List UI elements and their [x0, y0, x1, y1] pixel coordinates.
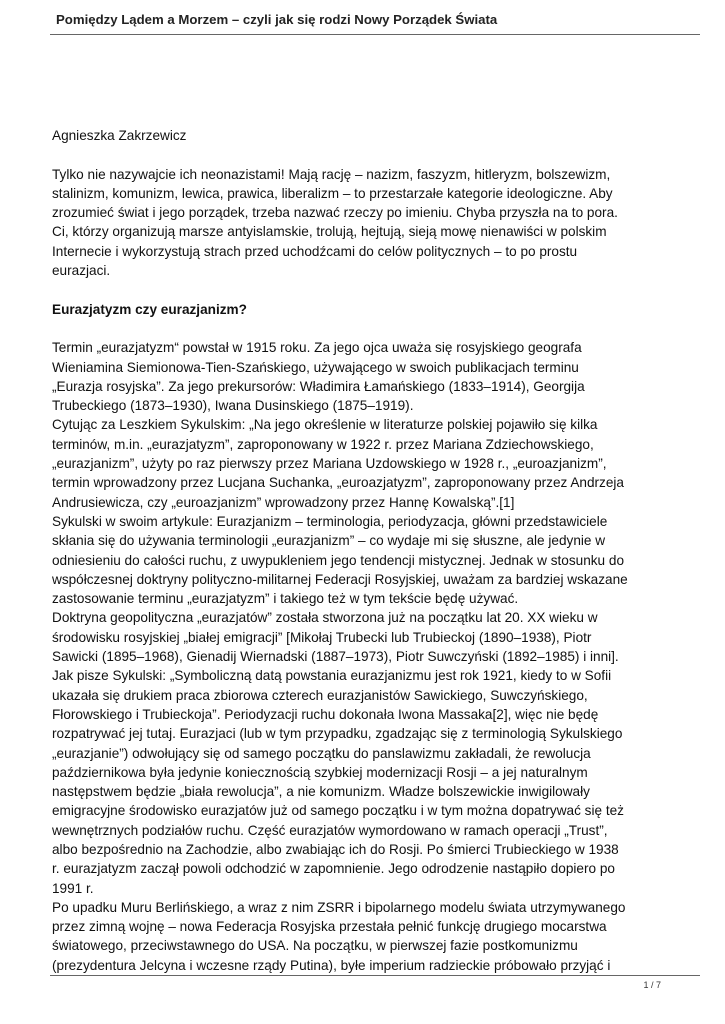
- paragraph-gap: [52, 280, 716, 299]
- text-line: Sawicki (1895–1968), Gienadij Wiernadski (1887–1973), Piotr Suwczyński (1892–1985) i inni].: [52, 649, 619, 665]
- text-line: Wieniamina Siemionowa-Tien-Szańskiego, używającego w swoich publikacjach terminu: [52, 359, 579, 375]
- body-text: [52, 338, 716, 975]
- text-line: Jak pisze Sykulski: „Symboliczną datą powstania eurazjanizmu jest rok 1921, kiedy to w Sofii: [52, 668, 612, 684]
- text-line: (prezydentura Jelcyna i wczesne rządy Putina), byłe imperium radzieckie próbowało przyjąć i: [52, 957, 611, 973]
- text-line: r. eurazjatyzm zaczął powoli odchodzić w zapomnienie. Jego odrodzenie nastąpiło dopiero po: [52, 861, 615, 877]
- article-content: [52, 126, 716, 975]
- footer-divider: [50, 975, 700, 976]
- text-line: środowisku rosyjskiej „białej emigracji” [Mikołaj Trubecki lub Trubieckoj (1890–1938), Piotr: [52, 629, 592, 645]
- text-line: Termin „eurazjatyzm“ powstał w 1915 roku. Za jego ojca uważa się rosyjskiego geografa: [52, 340, 582, 356]
- text-line: następstwem będzie „biała rewolucja”, a nie komunizm. Władze bolszewickie inwigilowały: [52, 784, 590, 800]
- text-line: Doktryna geopolityczna „eurazjatów” została stworzona już na początku lat 20. XX wieku w: [52, 610, 598, 626]
- text-line: październikowa była jedynie koniecznością szybkiej modernizacji Rosji – a jej naturalnym: [52, 764, 588, 780]
- text-line: terminów, m.in. „eurazjatyzm”, zaproponowany w 1922 r. przez Mariana Zdziechowskiego,: [52, 436, 594, 452]
- text-line: albo bezpośrednio na Zachodzie, albo zwabiając ich do Rosji. Po śmierci Trubieckiego w 1938: [52, 841, 619, 857]
- text-line: Po upadku Muru Berlińskiego, a wraz z nim ZSRR i bipolarnego modelu świata utrzymywanego: [52, 899, 626, 915]
- text-line: 1991 r.: [52, 880, 94, 896]
- text-line: Fłorowskiego i Trubieckoja”. Periodyzacji ruchu dokonała Iwona Massaka[2], więc nie będę: [52, 706, 599, 722]
- text-line: rozpatrywać jej tutaj. Eurazjaci (lub w tym przypadku, zgadzając się z terminologią Sykulskiego: [52, 726, 623, 742]
- text-line: zrozumieć świat i jego porządek, trzeba nazwać rzeczy po imieniu. Chyba przyszła na to pora.: [52, 205, 618, 221]
- intro-paragraph: [52, 165, 716, 281]
- text-line: „eurazjanizm”, użyty po raz pierwszy przez Mariana Uzdowskiego w 1928 r., „euroazjanizm”,: [52, 456, 607, 472]
- text-line: „Eurazja rosyjska”. Za jego prekursorów: Władimira Łamańskiego (1833–1914), Georgija: [52, 378, 585, 394]
- text-line: Trubeckiego (1873–1930), Iwana Dusinskiego (1875–1919).: [52, 398, 414, 414]
- text-line: wewnętrznych podziałów ruchu. Część eurazjatów wymordowano w ramach operacji „Trust”,: [52, 822, 608, 838]
- text-line: Tylko nie nazywajcie ich neonazistami! Mają rację – nazizm, faszyzm, hitleryzm, bolszewizm,: [52, 166, 611, 182]
- text-line: zastosowanie terminu „eurazjatyzm” i takiego też w tym tekście będę używać.: [52, 591, 519, 607]
- text-line: Internecie i wykorzystują strach przed uchodźcami do celów politycznych – to po prostu: [52, 243, 578, 259]
- page-header-title: Pomiędzy Lądem a Morzem – czyli jak się rodzi Nowy Porządek Świata: [56, 12, 498, 27]
- article-author: Agnieszka Zakrzewicz: [52, 128, 187, 143]
- text-line: termin wprowadzony przez Lucjana Suchanka, „euroazjatyzm”, zaproponowany przez Andrzeja: [52, 475, 624, 491]
- text-line: odniesieniu do całości ruchu, z uwypukleniem jego tendencji mistycznej. Jednak w stosunku do: [52, 552, 625, 568]
- paragraph-gap: [52, 319, 716, 338]
- text-line: światowego, przeciwstawnego do USA. Na początku, w pierwszej fazie postkomunizmu: [52, 938, 578, 954]
- paragraph-gap: [52, 145, 716, 164]
- text-line: współczesnej doktryny polityczno-militarnej Federacji Rosyjskiej, uważam za bardziej wskazane: [52, 571, 628, 587]
- text-line: Ci, którzy organizują marsze antyislamskie, trolują, hejtują, sieją mowę nienawiści w polskim: [52, 224, 607, 240]
- text-line: eurazjaci.: [52, 263, 111, 279]
- text-line: emigracyjne środowisko eurazjatów już od samego początku i w tym można dopatrywać się też: [52, 803, 624, 819]
- text-line: skłania się do używania terminologii „eurazjanizm” – co wydaje mi się słuszne, ale jedynie w: [52, 533, 606, 549]
- text-line: ukazała się drukiem praca zbiorowa czterech eurazjanistów Sawickiego, Suwczyńskiego,: [52, 687, 588, 703]
- section-heading: Eurazjatyzm czy eurazjanizm?: [52, 301, 247, 317]
- page-number: 1 / 7: [643, 980, 661, 990]
- text-line: Cytując za Leszkiem Sykulskim: „Na jego określenie w literaturze polskiej pojawiło się kilka: [52, 417, 598, 433]
- header-divider: [50, 34, 700, 35]
- text-line: przez zimną wojnę – nowa Federacja Rosyjska przestała pełnić funkcję drugiego mocarstwa: [52, 919, 607, 935]
- text-line: Sykulski w swoim artykule: Eurazjanizm – terminologia, periodyzacja, główni przedstawiciele: [52, 513, 608, 529]
- text-line: Andrusiewicza, czy „euroazjanizm” wprowadzony przez Hannę Kowalską”.[1]: [52, 494, 515, 510]
- text-line: „eurazjanie”) odwołujący się od samego początku do panslawizmu zakładali, że rewolucja: [52, 745, 591, 761]
- text-line: stalinizm, komunizm, lewica, prawica, liberalizm – to przestarzałe kategorie ideologiczne. Aby: [52, 185, 613, 201]
